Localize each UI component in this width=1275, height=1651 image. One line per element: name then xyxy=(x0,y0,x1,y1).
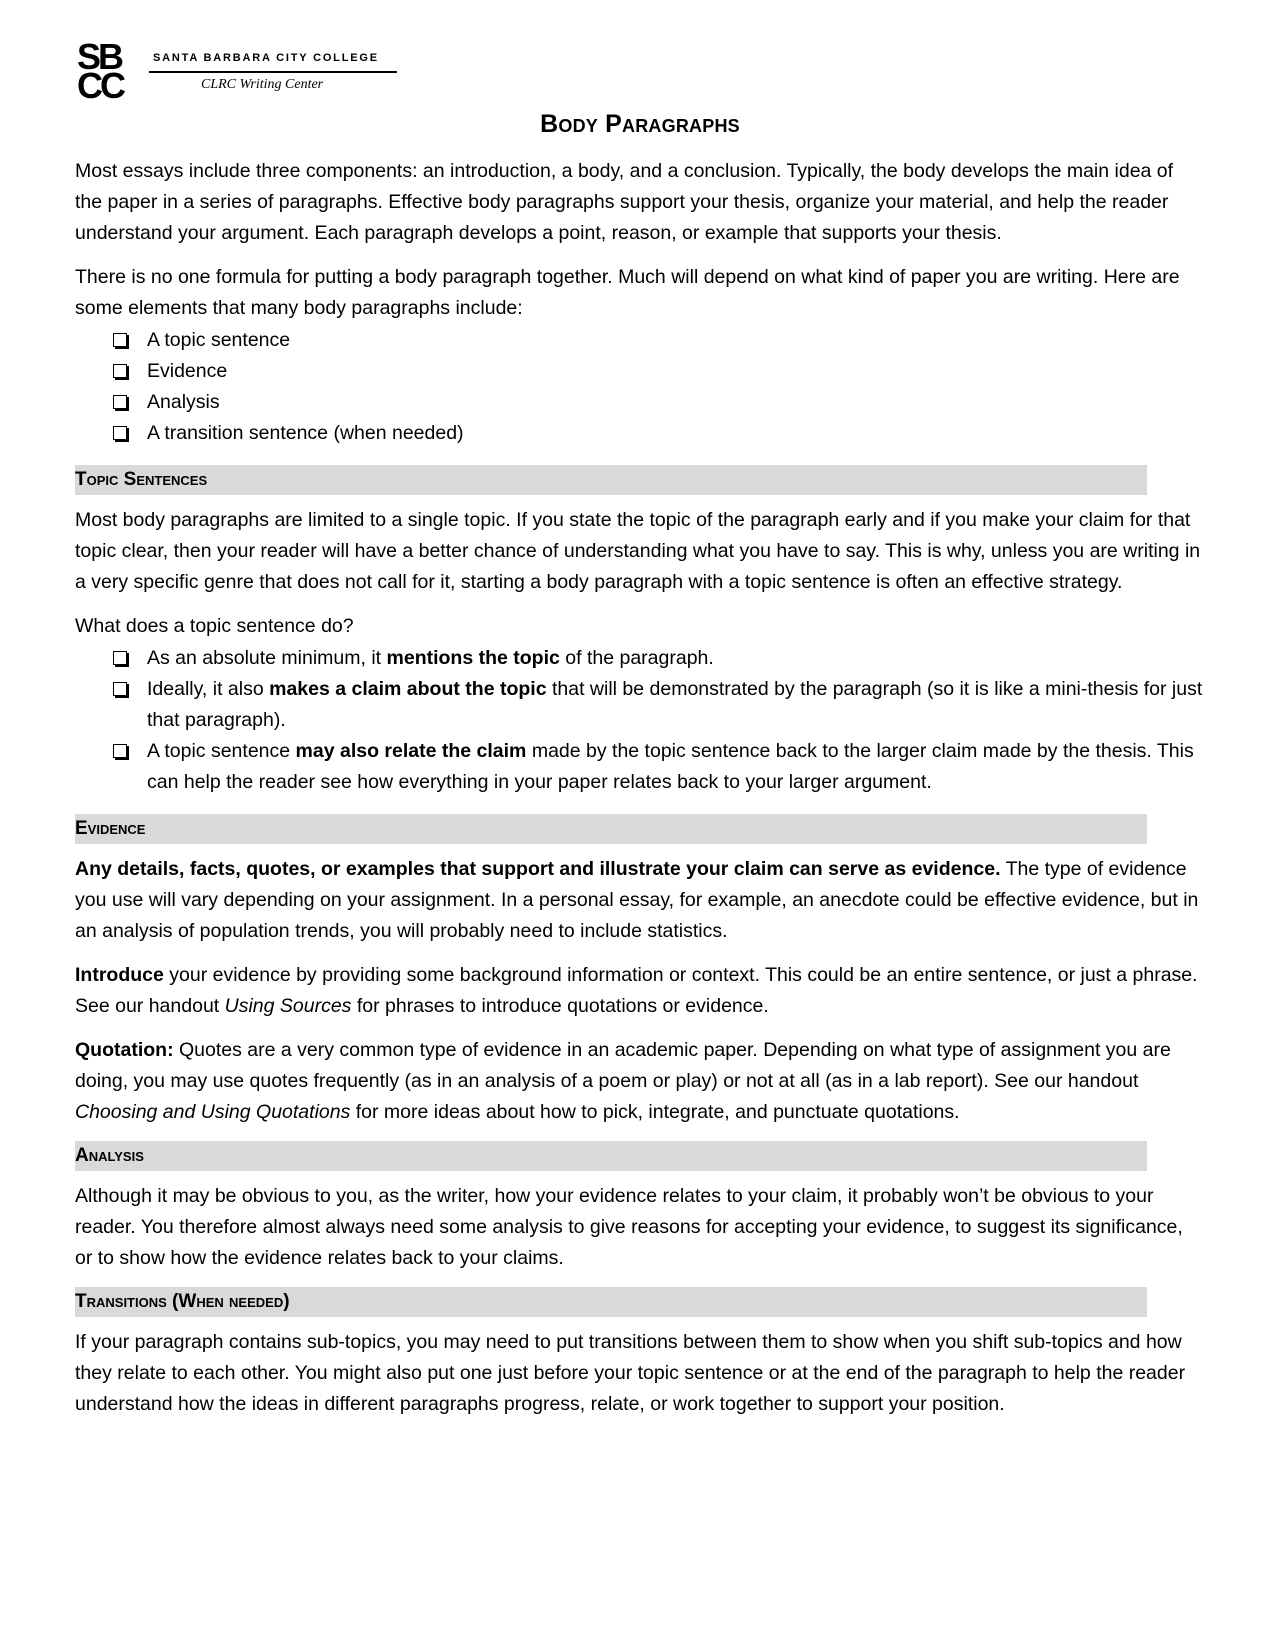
quotation-text-end: for more ideas about how to pick, integrate, and punctuate quotations. xyxy=(350,1101,960,1123)
list-item: A transition sentence (when needed) xyxy=(113,418,1205,449)
introduce-text-end: for phrases to introduce quotations or evidence. xyxy=(351,995,769,1017)
college-name: SANTA BARBARA CITY COLLEGE xyxy=(153,52,379,64)
list-item-text: Ideally, it also xyxy=(147,678,270,700)
evidence-paragraph-2 xyxy=(75,960,1205,1022)
handout-title-choosing-quotations: Choosing and Using Quotations xyxy=(75,1101,351,1123)
document-body xyxy=(75,156,1205,1433)
topic-sentence-list xyxy=(75,643,1205,798)
logo-mark xyxy=(77,36,145,106)
evidence-paragraph-1 xyxy=(75,854,1205,947)
list-item-text: made by the topic sentence back to the larger claim made by the thesis. This can help the reader see how everything in your paper relates back to your larger argument. xyxy=(147,740,1194,793)
list-item-text: As an absolute minimum, it xyxy=(147,647,387,669)
introduce-text: your evidence by providing some background information or context. This could be an entire sentence, or just a phrase. See our handout xyxy=(75,964,1198,1017)
section-heading-transitions: Transitions (When needed) xyxy=(75,1287,1147,1317)
elements-list xyxy=(75,325,1205,449)
list-item-text: A topic sentence xyxy=(147,740,296,762)
logo-divider xyxy=(149,71,397,73)
intro-paragraph-2: There is no one formula for putting a body paragraph together. Much will depend on what kind of paper you are writing. Here are some elements that many body paragraphs include: xyxy=(75,266,1180,319)
logo-mark-bottom: CC xyxy=(77,65,123,106)
center-name: CLRC Writing Center xyxy=(201,77,324,92)
section-heading-topic-sentences: Topic Sentences xyxy=(75,465,1147,495)
list-item-emphasis: makes a claim about the topic xyxy=(269,678,547,700)
list-item-text: of the paragraph. xyxy=(559,647,714,669)
list-item: Analysis xyxy=(113,387,1205,418)
list-item: A topic sentence xyxy=(113,325,1205,356)
introduce-lead: Introduce xyxy=(75,964,164,986)
topic-paragraph-1: Most body paragraphs are limited to a single topic. If you state the topic of the paragraph early and if you make your claim for that topic clear, then your reader will have a better chance of understanding what you have to say. This is why, unless you are writing in a very specific genre that does not call for it, starting a body paragraph with a topic sentence is often an effective strategy. xyxy=(75,509,1201,593)
handout-title-using-sources: Using Sources xyxy=(224,995,352,1017)
list-item xyxy=(113,643,1205,674)
evidence-text: The type of evidence you use will vary depending on your assignment. In a personal essay, for example, an anecdote could be effective evidence, but in an analysis of population trends, you will probably need to include statistics. xyxy=(75,858,1199,942)
evidence-paragraph-3 xyxy=(75,1035,1205,1128)
topic-question: What does a topic sentence do? xyxy=(75,615,354,637)
list-item: Evidence xyxy=(113,356,1205,387)
quotation-lead: Quotation: xyxy=(75,1039,174,1061)
quotation-text: Quotes are a very common type of evidence in an academic paper. Depending on what type of assignment you are doing, you may use quotes frequently (as in an analysis of a poem or play) or not at all (as in a lab report). See our handout xyxy=(75,1039,1171,1092)
list-item-text: that will be demonstrated by the paragraph (so it is like a mini-thesis for just that paragraph). xyxy=(147,678,1203,731)
list-item-emphasis: may also relate the claim xyxy=(295,740,527,762)
analysis-paragraph-1: Although it may be obvious to you, as the writer, how your evidence relates to your claim, it probably won’t be obvious to your reader. You therefore almost always need some analysis to give reasons for accepting your evidence, to suggest its significance, or to show how the evidence relates back to your claims. xyxy=(75,1185,1183,1269)
list-item-emphasis: mentions the topic xyxy=(386,647,560,669)
page-title: Body Paragraphs xyxy=(540,110,740,138)
intro-paragraph-1: Most essays include three components: an introduction, a body, and a conclusion. Typically, the body develops the main idea of the paper in a series of paragraphs. Effective body paragraphs support your thesis, organize your material, and help the reader understand your argument. Each paragraph develops a point, reason, or example that supports your thesis. xyxy=(75,160,1174,244)
section-heading-analysis: Analysis xyxy=(75,1141,1147,1171)
list-item xyxy=(113,674,1205,736)
list-item xyxy=(113,736,1205,798)
logo-mark-top: SB xyxy=(77,36,122,77)
transitions-paragraph-1: If your paragraph contains sub-topics, you may need to put transitions between them to show when you shift sub-topics and how they relate to each other. You might also put one just before your topic sentence or at the end of the paragraph to help the reader understand how the ideas in different paragraphs progress, relate, or work together to support your position. xyxy=(75,1331,1186,1415)
evidence-lead: Any details, facts, quotes, or examples that support and illustrate your claim can serve as evidence. xyxy=(75,858,1001,880)
sbcc-logo xyxy=(75,36,395,106)
section-heading-evidence: Evidence xyxy=(75,814,1147,844)
